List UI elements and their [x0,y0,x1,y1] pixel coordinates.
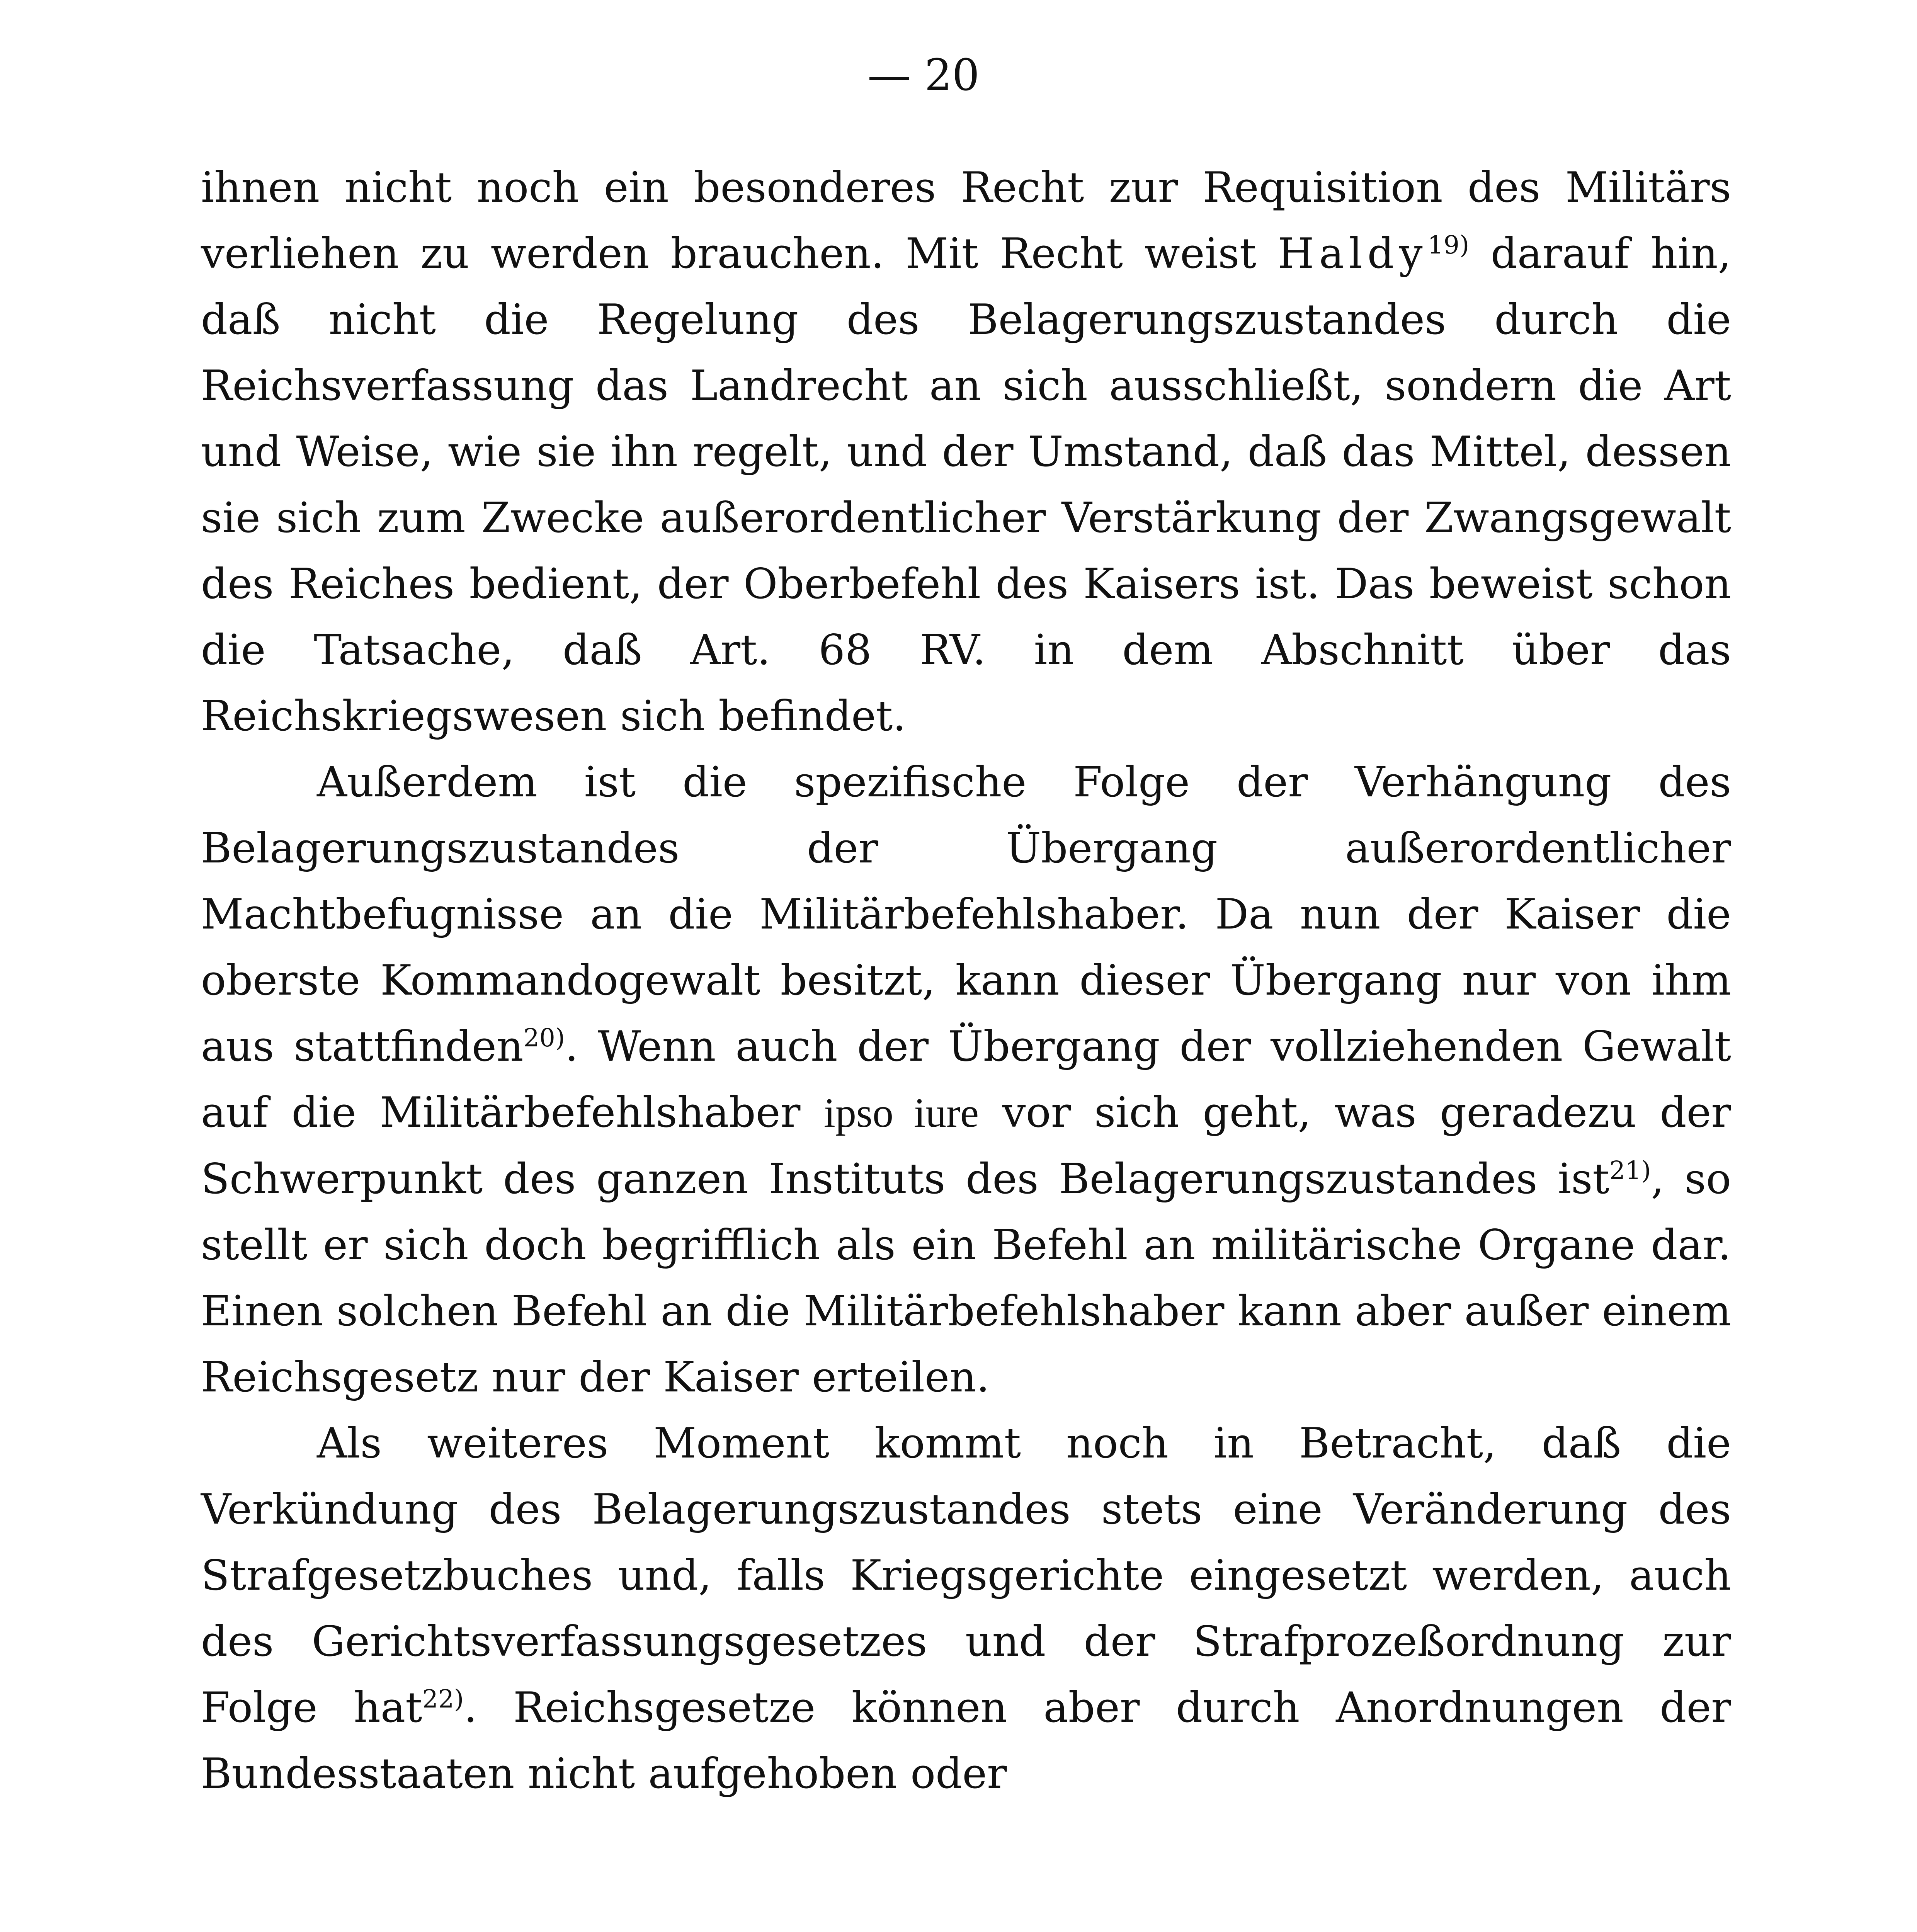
text-run: , so stellt er sich doch begrifflich als ein Befehl an militärische Organe dar. Einen solchen Befehl an die Militärbefehlshaber kann aber außer einem Reichsgesetz nur der Kaiser erteilen. [201,1155,1732,1401]
text-run: darauf hin, daß nicht die Regelung des Belagerungszustandes durch die Reichsverfassung das Landrecht an sich ausschließt, sondern die Art und Weise, wie sie ihn regelt, und der Umstand, daß das Mittel, dessen sie sich zum Zwecke außerordentlicher Verstärkung der Zwangsgewalt des Reiches bedient, der Oberbefehl des Kaisers ist. Das beweist schon die Tatsache, daß Art. 68 RV. in dem Abschnitt über das Reichskriegswesen sich befindet. [201,230,1731,740]
text-run: Als weiteres Moment kommt noch in Betracht, daß die Verkündung des Belagerungszustandes stets eine Veränderung des Strafgesetzbuches und, falls Kriegsgerichte eingesetzt werden, auch des Gerichtsverfassungsgesetzes und der Strafprozeßordnung zur Folge hat [201,1419,1731,1732]
text-run: . Reichsgesetze können aber durch Anordnungen der Bundesstaaten nicht aufgehoben oder [201,1684,1731,1798]
footnote-reference: 22) [422,1685,464,1714]
text-run: ihnen nicht noch ein besonderes Recht zur Requisition des Militärs verliehen zu werden brauchen. Mit Recht weist [201,163,1731,278]
paragraph [201,1410,1731,1807]
text-run: vor sich geht, was geradezu der Schwerpunkt des ganzen Instituts des Belagerungszustandes ist [201,1088,1731,1203]
footnote-reference: 19) [1427,231,1470,260]
text-run: Außerdem ist die spezifische Folge der Verhängung des Belagerungszustandes der Übergang außerordentlicher Machtbefugnisse an die Militärbefehlshaber. Da nun der Kaiser die oberste Kommandogewalt besitzt, kann dieser Übergang nur von ihm aus stattfinden [201,758,1731,1071]
author-name: Haldy [1277,230,1428,278]
paragraph [201,749,1731,1410]
text-run: . Wenn auch der Übergang der vollziehenden Gewalt auf die Militärbefehlshaber [201,1022,1731,1137]
footnote-reference: 21) [1609,1156,1651,1185]
body-text [201,155,1731,1807]
latin-phrase: ipso iure [823,1090,979,1136]
page-number: — 20 [867,50,980,100]
footnote-reference: 20) [523,1024,565,1053]
paragraph [201,155,1731,749]
